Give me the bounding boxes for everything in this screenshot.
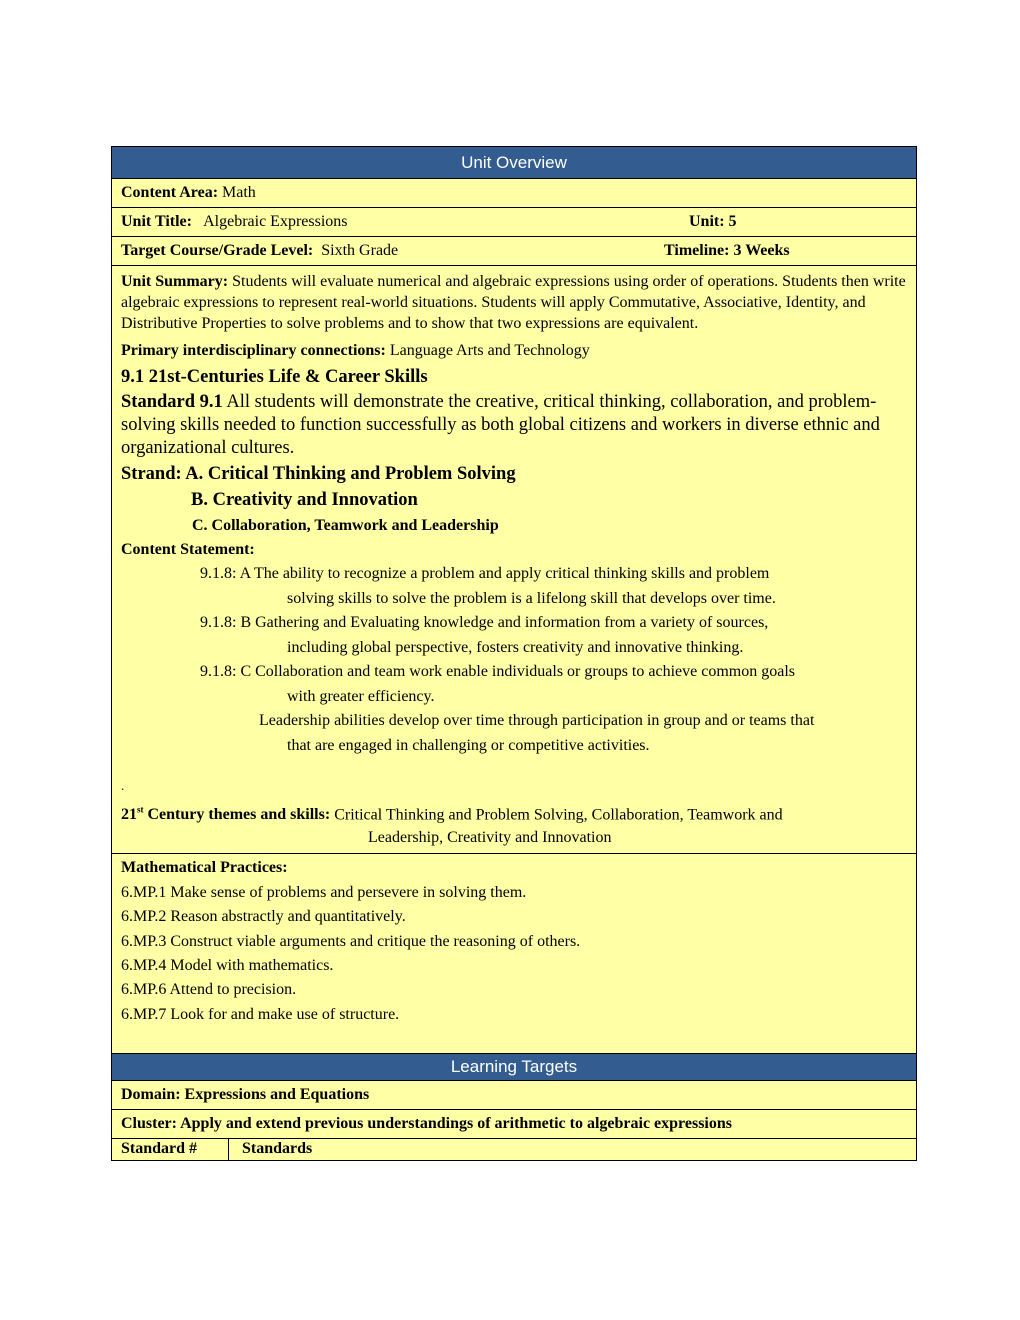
domain-text: Domain: Expressions and Equations bbox=[121, 1086, 370, 1104]
strand-a: Strand: A. Critical Thinking and Problem Solving bbox=[121, 464, 516, 484]
standard-9-1-text: All students will demonstrate the creative, critical thinking, collaboration, and problem-solving skills needed to function successfully as both global citizens and workers in diverse ethnic and organizational cultures. bbox=[121, 392, 880, 458]
content-statement-a-line2: solving skills to solve the problem is a lifelong skill that develops over time. bbox=[287, 589, 776, 607]
mathematical-practices-label: Mathematical Practices: bbox=[121, 859, 288, 877]
practice-item: 6.MP.3 Construct viable arguments and critique the reasoning of others. bbox=[121, 932, 581, 950]
content-statement-label: Content Statement: bbox=[121, 541, 255, 558]
standard-number-column-header: Standard # bbox=[112, 1139, 229, 1160]
target-course-value: Sixth Grade bbox=[321, 242, 399, 259]
unit-number: Unit: 5 bbox=[689, 213, 737, 230]
primary-connections-value: Language Arts and Technology bbox=[389, 342, 590, 359]
practice-item: 6.MP.1 Make sense of problems and persevere in solving them. bbox=[121, 883, 527, 901]
section-9-1-title: 9.1 21st-Centuries Life & Career Skills bbox=[121, 367, 428, 387]
themes-label: 21st Century themes and skills: bbox=[121, 805, 331, 824]
content-statement-a-line1: 9.1.8: A The ability to recognize a problem and apply critical thinking skills and problem bbox=[200, 565, 770, 582]
timeline: Timeline: 3 Weeks bbox=[664, 242, 790, 259]
unit-overview-header: Unit Overview bbox=[111, 146, 917, 179]
standards-column-header: Standards bbox=[242, 1140, 313, 1158]
practice-item: 6.MP.7 Look for and make use of structure. bbox=[121, 1005, 400, 1023]
content-area-row bbox=[111, 179, 917, 208]
unit-summary-section bbox=[111, 266, 917, 854]
unit-title-value: Algebraic Expressions bbox=[203, 213, 348, 230]
target-course-row bbox=[111, 237, 917, 266]
standards-table-header bbox=[111, 1139, 917, 1161]
content-statement-c-line2: with greater efficiency. bbox=[287, 687, 435, 705]
target-course-label: Target Course/Grade Level: bbox=[121, 242, 314, 259]
unit-title-row bbox=[111, 208, 917, 237]
cluster-row bbox=[111, 1110, 917, 1139]
practice-item: 6.MP.2 Reason abstractly and quantitatively. bbox=[121, 908, 406, 926]
learning-targets-header: Learning Targets bbox=[111, 1054, 917, 1081]
themes-line1: Critical Thinking and Problem Solving, Collaboration, Teamwork and bbox=[334, 806, 783, 824]
separator-dot: . bbox=[121, 778, 125, 793]
mathematical-practices-section bbox=[111, 854, 917, 1054]
practice-item: 6.MP.4 Model with mathematics. bbox=[121, 956, 334, 974]
practice-item: 6.MP.6 Attend to precision. bbox=[121, 981, 297, 999]
standard-9-1-label: Standard 9.1 bbox=[121, 392, 223, 412]
primary-connections-label: Primary interdisciplinary connections: bbox=[121, 342, 386, 359]
content-area-value: Math bbox=[222, 184, 256, 201]
unit-title-label: Unit Title: bbox=[121, 213, 192, 230]
themes-line2: Leadership, Creativity and Innovation bbox=[368, 829, 612, 847]
content-area-label: Content Area: bbox=[121, 184, 219, 201]
strand-b: B. Creativity and Innovation bbox=[191, 490, 418, 510]
strand-c: C. Collaboration, Teamwork and Leadership bbox=[192, 517, 499, 534]
content-statement-b-line2: including global perspective, fosters creativity and innovative thinking. bbox=[287, 638, 744, 656]
unit-summary-text: Students will evaluate numerical and algebraic expressions using order of operations. Students then write algebraic expressions to represent real-world situations. Students will apply Commutative, Associative, Identity, and Distributive Properties to solve problems and to show that two expressions are equivalent. bbox=[121, 273, 906, 332]
content-statement-d-line2: that are engaged in challenging or competitive activities. bbox=[287, 736, 650, 754]
content-statement-b-line1: 9.1.8: B Gathering and Evaluating knowledge and information from a variety of sources, bbox=[200, 614, 769, 631]
unit-document bbox=[111, 146, 917, 1161]
content-statement-c-line1: 9.1.8: C Collaboration and team work enable individuals or groups to achieve common goals bbox=[200, 663, 795, 680]
content-statement-d-line1: Leadership abilities develop over time through participation in group and or teams that bbox=[259, 712, 815, 729]
unit-summary-label: Unit Summary: bbox=[121, 273, 229, 290]
cluster-text: Cluster: Apply and extend previous understandings of arithmetic to algebraic expressions bbox=[121, 1115, 732, 1133]
domain-row bbox=[111, 1081, 917, 1110]
